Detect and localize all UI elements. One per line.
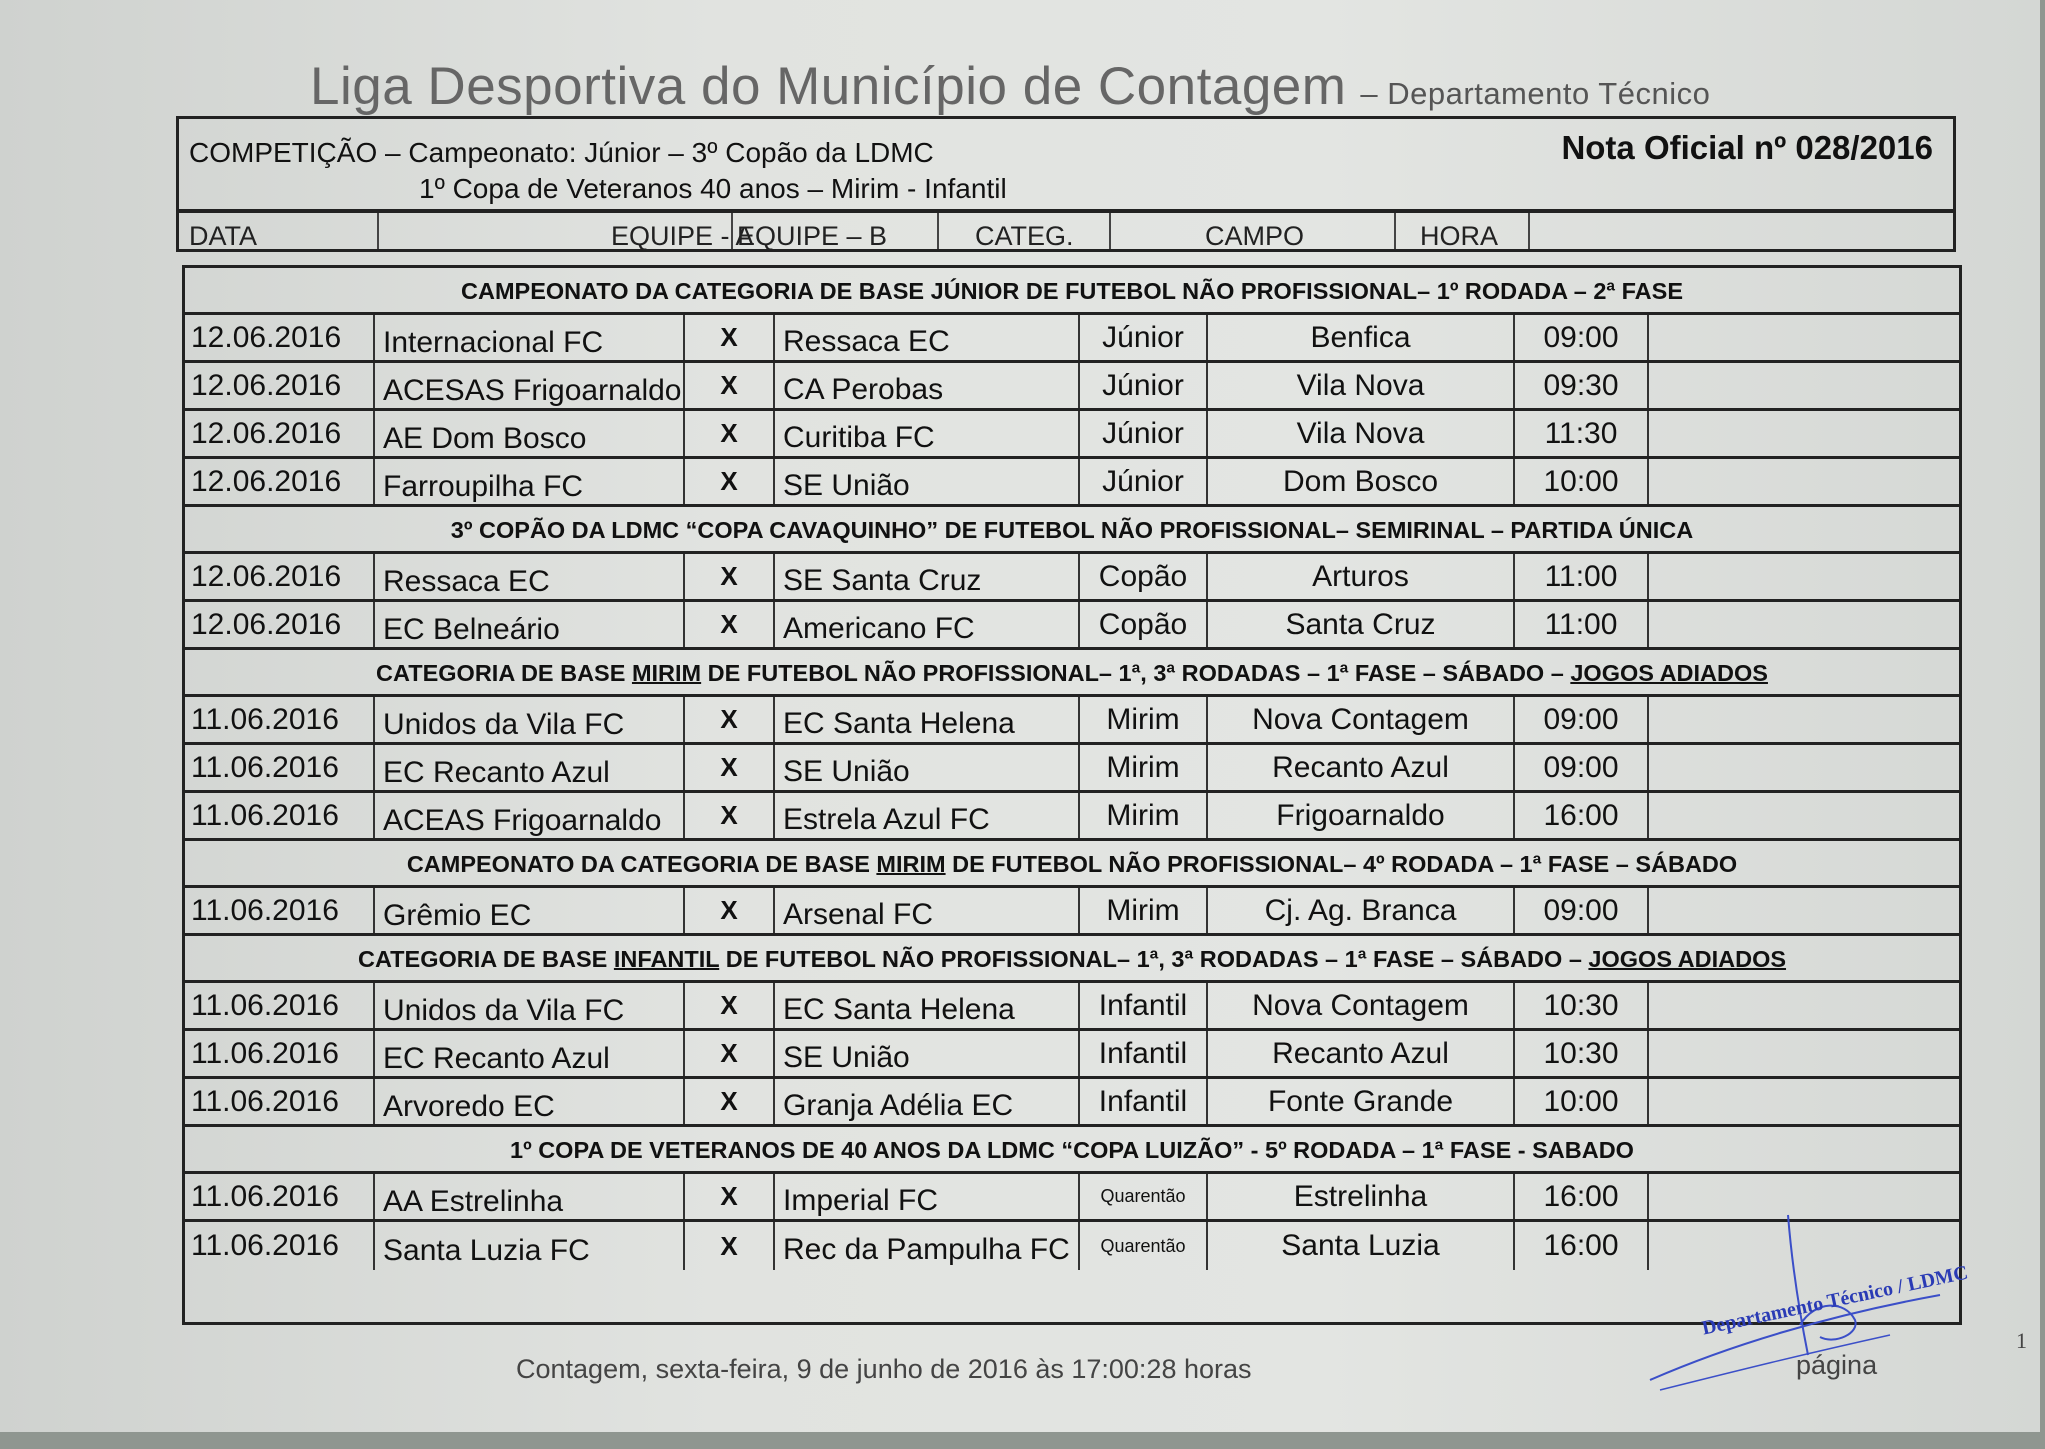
team-b: SE União	[775, 459, 1080, 504]
games-table	[182, 265, 1962, 1325]
game-date: 11.06.2016	[185, 793, 375, 838]
versus-mark: X	[685, 697, 775, 742]
blank-cell	[1649, 745, 1959, 790]
team-a: EC Belneário	[375, 602, 685, 647]
game-row	[185, 1031, 1959, 1079]
game-date: 12.06.2016	[185, 602, 375, 647]
versus-mark: X	[685, 411, 775, 456]
section-title-underlined: JOGOS ADIADOS	[1588, 946, 1787, 972]
section-title-underlined: MIRIM	[631, 660, 702, 686]
section-title-part: DE FUTEBOL NÃO PROFISSIONAL– 1ª, 3ª RODADAS – 1ª FASE – SÁBADO –	[701, 660, 1571, 686]
game-date: 11.06.2016	[185, 1079, 375, 1124]
team-b: EC Santa Helena	[775, 697, 1080, 742]
blank-cell	[1649, 315, 1959, 360]
nota-oficial: Nota Oficial nº 028/2016	[1561, 129, 1933, 166]
field: Recanto Azul	[1208, 1031, 1515, 1076]
competition-line-2: 1º Copa de Veteranos 40 anos – Mirim - Infantil	[419, 173, 1007, 204]
team-a: Unidos da Vila FC	[375, 983, 685, 1028]
category: Mirim	[1080, 745, 1208, 790]
team-b: Estrela Azul FC	[775, 793, 1080, 838]
versus-mark: X	[685, 554, 775, 599]
stamp-text: Departamento Técnico / LDMC	[1700, 1261, 1970, 1340]
blank-cell	[1649, 602, 1959, 647]
section-title-part: DE FUTEBOL NÃO PROFISSIONAL– 4º RODADA – 1ª FASE – SÁBADO	[945, 851, 1738, 877]
section-title: 3º COPÃO DA LDMC “COPA CAVAQUINHO” DE FUTEBOL NÃO PROFISSIONAL– SEMIRINAL – PARTIDA ÚNICA	[185, 507, 1959, 554]
game-date: 11.06.2016	[185, 745, 375, 790]
team-b: SE União	[775, 745, 1080, 790]
game-date: 11.06.2016	[185, 1031, 375, 1076]
team-b: Imperial FC	[775, 1174, 1080, 1219]
game-date: 12.06.2016	[185, 363, 375, 408]
col-header-blank	[1530, 213, 1953, 249]
versus-mark: X	[685, 745, 775, 790]
game-date: 11.06.2016	[185, 697, 375, 742]
team-b: Curitiba FC	[775, 411, 1080, 456]
game-row	[185, 315, 1959, 363]
field: Dom Bosco	[1208, 459, 1515, 504]
team-a: Unidos da Vila FC	[375, 697, 685, 742]
game-row	[185, 697, 1959, 745]
col-header-hora: HORA	[1396, 213, 1530, 249]
section-title	[185, 936, 1959, 983]
category: Júnior	[1080, 315, 1208, 360]
team-b: SE Santa Cruz	[775, 554, 1080, 599]
col-header-data: DATA	[179, 213, 379, 249]
game-time: 11:30	[1515, 411, 1649, 456]
game-row	[185, 1079, 1959, 1127]
category: Copão	[1080, 554, 1208, 599]
category: Mirim	[1080, 697, 1208, 742]
category: Infantil	[1080, 983, 1208, 1028]
game-time: 09:00	[1515, 697, 1649, 742]
game-time: 10:00	[1515, 1079, 1649, 1124]
page-number: 1	[2016, 1328, 2027, 1353]
versus-mark: X	[685, 1031, 775, 1076]
col-header-equipe-a: EQUIPE - A	[379, 213, 733, 249]
category: Mirim	[1080, 793, 1208, 838]
game-time: 10:00	[1515, 459, 1649, 504]
league-title: Liga Desportiva do Município de Contagem	[310, 57, 1347, 116]
team-b: CA Perobas	[775, 363, 1080, 408]
blank-cell	[1649, 888, 1959, 933]
competition-line-1: COMPETIÇÃO – Campeonato: Júnior – 3º Copão da LDMC	[189, 137, 934, 168]
team-a: Santa Luzia FC	[375, 1222, 685, 1270]
section-title-underlined: INFANTIL	[613, 946, 720, 972]
team-a: ACESAS Frigoarnaldo	[375, 363, 685, 408]
field: Vila Nova	[1208, 411, 1515, 456]
section-title-part: CATEGORIA DE BASE	[376, 660, 632, 686]
section-title-part: DE FUTEBOL NÃO PROFISSIONAL– 1ª, 3ª RODADAS – 1ª FASE – SÁBADO –	[719, 946, 1589, 972]
game-row	[185, 745, 1959, 793]
field: Cj. Ag. Branca	[1208, 888, 1515, 933]
game-time: 09:00	[1515, 745, 1649, 790]
field: Recanto Azul	[1208, 745, 1515, 790]
blank-cell	[1649, 554, 1959, 599]
team-b: Rec da Pampulha FC	[775, 1222, 1080, 1270]
versus-mark: X	[685, 363, 775, 408]
category: Quarentão	[1080, 1174, 1208, 1219]
versus-mark: X	[685, 1174, 775, 1219]
game-date: 11.06.2016	[185, 983, 375, 1028]
game-row	[185, 363, 1959, 411]
versus-mark: X	[685, 459, 775, 504]
game-row	[185, 602, 1959, 650]
category: Infantil	[1080, 1031, 1208, 1076]
team-a: EC Recanto Azul	[375, 1031, 685, 1076]
category: Copão	[1080, 602, 1208, 647]
team-a: Grêmio EC	[375, 888, 685, 933]
game-date: 12.06.2016	[185, 411, 375, 456]
game-time: 10:30	[1515, 983, 1649, 1028]
game-row	[185, 459, 1959, 507]
col-header-categ: CATEG.	[939, 213, 1111, 249]
col-header-campo: CAMPO	[1111, 213, 1396, 249]
field: Fonte Grande	[1208, 1079, 1515, 1124]
game-date: 11.06.2016	[185, 888, 375, 933]
game-time: 09:30	[1515, 363, 1649, 408]
category: Júnior	[1080, 411, 1208, 456]
blank-cell	[1649, 793, 1959, 838]
field: Santa Cruz	[1208, 602, 1515, 647]
team-a: ACEAS Frigoarnaldo	[375, 793, 685, 838]
blank-cell	[1649, 459, 1959, 504]
blank-cell	[1649, 411, 1959, 456]
game-date: 12.06.2016	[185, 315, 375, 360]
game-date: 12.06.2016	[185, 459, 375, 504]
column-header-row	[176, 210, 1956, 252]
category: Infantil	[1080, 1079, 1208, 1124]
field: Santa Luzia	[1208, 1222, 1515, 1270]
game-row	[185, 888, 1959, 936]
field: Nova Contagem	[1208, 697, 1515, 742]
field: Frigoarnaldo	[1208, 793, 1515, 838]
blank-cell	[1649, 1079, 1959, 1124]
section-title	[185, 841, 1959, 888]
team-a: Internacional FC	[375, 315, 685, 360]
game-time: 11:00	[1515, 554, 1649, 599]
game-date: 11.06.2016	[185, 1222, 375, 1270]
team-b: Granja Adélia EC	[775, 1079, 1080, 1124]
department-subtitle: – Departamento Técnico	[1360, 76, 1711, 111]
versus-mark: X	[685, 602, 775, 647]
game-date: 12.06.2016	[185, 554, 375, 599]
game-time: 16:00	[1515, 1174, 1649, 1219]
game-row	[185, 411, 1959, 459]
section-title-part: CAMPEONATO DA CATEGORIA DE BASE	[406, 851, 877, 877]
category: Júnior	[1080, 363, 1208, 408]
game-time: 10:30	[1515, 1031, 1649, 1076]
col-header-equipe-b: EQUIPE – B	[733, 213, 939, 249]
team-a: Arvoredo EC	[375, 1079, 685, 1124]
game-date: 11.06.2016	[185, 1174, 375, 1219]
document-header	[310, 56, 1810, 117]
versus-mark: X	[685, 315, 775, 360]
competition-box	[176, 116, 1956, 212]
team-a: EC Recanto Azul	[375, 745, 685, 790]
team-b: EC Santa Helena	[775, 983, 1080, 1028]
versus-mark: X	[685, 793, 775, 838]
blank-cell	[1649, 363, 1959, 408]
footer-date: Contagem, sexta-feira, 9 de junho de 2016 às 17:00:28 horas	[516, 1354, 1252, 1384]
versus-mark: X	[685, 1079, 775, 1124]
field: Benfica	[1208, 315, 1515, 360]
category: Mirim	[1080, 888, 1208, 933]
team-a: Ressaca EC	[375, 554, 685, 599]
category: Júnior	[1080, 459, 1208, 504]
field: Estrelinha	[1208, 1174, 1515, 1219]
field: Arturos	[1208, 554, 1515, 599]
game-row	[185, 793, 1959, 841]
field: Nova Contagem	[1208, 983, 1515, 1028]
versus-mark: X	[685, 888, 775, 933]
versus-mark: X	[685, 1222, 775, 1270]
versus-mark: X	[685, 983, 775, 1028]
section-title: 1º COPA DE VETERANOS DE 40 ANOS DA LDMC “COPA LUIZÃO” - 5º RODADA – 1ª FASE - SABADO	[185, 1127, 1959, 1174]
section-title-underlined: MIRIM	[876, 851, 946, 877]
team-b: SE União	[775, 1031, 1080, 1076]
game-time: 09:00	[1515, 315, 1649, 360]
game-time: 16:00	[1515, 793, 1649, 838]
blank-cell	[1649, 983, 1959, 1028]
field: Vila Nova	[1208, 363, 1515, 408]
team-a: Farroupilha FC	[375, 459, 685, 504]
section-title: CAMPEONATO DA CATEGORIA DE BASE JÚNIOR DE FUTEBOL NÃO PROFISSIONAL– 1º RODADA – 2ª FASE	[185, 268, 1959, 315]
section-title	[185, 650, 1959, 697]
game-row	[185, 554, 1959, 602]
team-b: Ressaca EC	[775, 315, 1080, 360]
game-time: 09:00	[1515, 888, 1649, 933]
section-title-underlined: JOGOS ADIADOS	[1570, 660, 1768, 686]
game-row	[185, 983, 1959, 1031]
team-a: AA Estrelinha	[375, 1174, 685, 1219]
footer-pagina: página	[1796, 1350, 1878, 1380]
category: Quarentão	[1080, 1222, 1208, 1270]
team-b: Americano FC	[775, 602, 1080, 647]
section-title-part: CATEGORIA DE BASE	[357, 946, 614, 972]
team-a: AE Dom Bosco	[375, 411, 685, 456]
team-b: Arsenal FC	[775, 888, 1080, 933]
game-time: 16:00	[1515, 1222, 1649, 1270]
game-time: 11:00	[1515, 602, 1649, 647]
blank-cell	[1649, 1031, 1959, 1076]
blank-cell	[1649, 697, 1959, 742]
